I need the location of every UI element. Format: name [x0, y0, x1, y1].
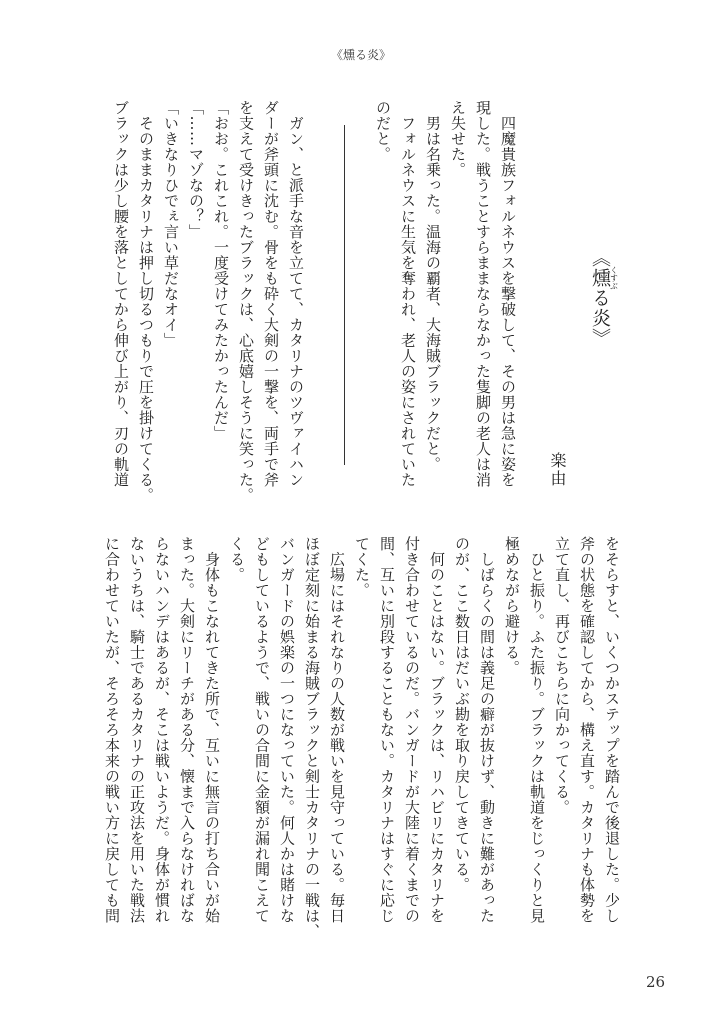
text-line: フォルネウスに生気を奪われ、老人の姿にされていた: [399, 100, 417, 488]
text-line: ガン、と派手な音を立てて、カタリナのツヴァイハン: [287, 100, 305, 488]
text-line: そのままカタリナは押し切るつもりで圧を掛けてくる。: [137, 100, 155, 503]
text-line: 広場にはそれなりの人数が戦いを見守っている。毎日: [328, 536, 346, 924]
running-head: 《燻る炎》: [330, 48, 391, 62]
story-title: [585, 248, 618, 348]
text-line: ダーが斧頭に沈む。骨をも砕く大剣の一撃を、両手で斧: [262, 100, 280, 488]
text-line: 「いきなりひでぇ言い草だなオイ」: [162, 100, 180, 348]
page-number: 26: [646, 973, 666, 991]
text-line: 何のことはない。ブラックは、リハビリにカタリナを: [428, 536, 446, 924]
text-block-top-left: [108, 100, 308, 503]
section-divider: [344, 125, 345, 465]
text-line: 四魔貴族フォルネウスを撃破して、その男は急に姿を: [499, 100, 517, 488]
text-line: らないハンデはあるが、そこは戦いようだ。身体が慣れ: [153, 536, 171, 924]
text-block-top-right: [370, 100, 520, 500]
text-line: 付き合わせているのだ。バンガードが大陸に着くまでの: [403, 536, 421, 924]
text-line: くる。: [228, 536, 246, 583]
text-line: 斧の状態を確認してから、構え直す。カタリナも体勢を: [578, 536, 596, 924]
text-line: 「……マゾなの？」: [187, 100, 205, 240]
title-furigana: くすぶ: [609, 266, 619, 290]
text-line: 男は名乗った。温海の覇者、大海賊ブラックだと。: [424, 100, 442, 472]
text-line: 現した。戦うことすらままならなかった隻脚の老人は消: [474, 100, 492, 488]
title-kanji: 燻: [589, 266, 611, 290]
text-line: ほぼ定刻に始まる海賊ブラックと剣士カタリナの一戦は、: [303, 536, 321, 939]
text-line: てくた。: [353, 536, 371, 598]
text-line: を支えて受けきったブラックは、心底嬉しそうに笑った。: [237, 100, 255, 503]
text-line: 「おお。これこれ。一度受けてみたかったんだ」: [212, 100, 230, 441]
title-ruby: [589, 266, 619, 290]
text-line: 極めながら避ける。: [503, 536, 521, 676]
text-line: 立て直し、再びこちらに向かってくる。: [553, 536, 571, 815]
text-line: バンガードの娯楽の一つになっていた。何人かは賭けな: [278, 536, 296, 924]
text-line: に合わせていたが、そろそろ本来の戦い方に戻しても問: [103, 536, 121, 924]
text-line: どもしているようで、戦いの合間に金額が漏れ聞こえて: [253, 536, 271, 924]
title-rest: る炎》: [589, 288, 611, 348]
text-line: ないうちは、騎士であるカタリナの正攻法を用いた戦法: [128, 536, 146, 924]
title-open-bracket: 《: [589, 248, 611, 268]
text-line: のだと。: [374, 100, 392, 162]
text-line: しばらくの間は義足の癖が抜けず、動きに難があった: [478, 536, 496, 924]
text-line: え失せた。: [449, 100, 467, 178]
text-line: まった。大剣にリーチがある分、懐まで入らなければな: [178, 536, 196, 924]
text-block-bottom: [99, 536, 624, 939]
text-line: をそらすと、いくつかステップを踏んで後退した。少し: [603, 536, 621, 924]
author-name: 楽由: [548, 452, 567, 488]
text-line: 間、互いに別段することもない。カタリナはすぐに応じ: [378, 536, 396, 924]
text-line: 身体もこなれてきた所で、互いに無言の打ち合いが始: [203, 536, 221, 924]
text-line: ひと振り。ふた振り。ブラックは軌道をじっくりと見: [528, 536, 546, 924]
text-line: のが、ここ数日はだいぶ勘を取り戻してきている。: [453, 536, 471, 893]
text-line: ブラックは少し腰を落としてから伸び上がり、刃の軌道: [112, 100, 130, 488]
